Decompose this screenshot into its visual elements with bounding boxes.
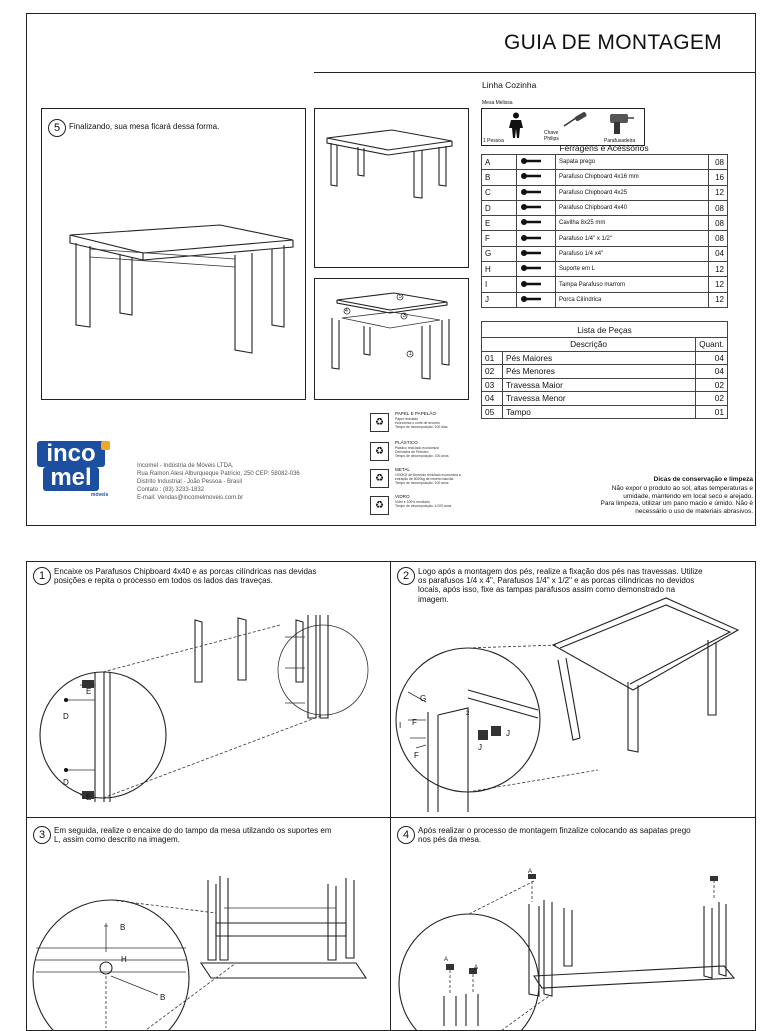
- hardware-part-icon: [517, 200, 556, 215]
- company-line: E-mail: Vendas@incomelmoveis.com.br: [137, 495, 244, 501]
- recycle-item: [370, 411, 480, 437]
- parts-row: [482, 405, 728, 419]
- product-line: Linha Cozinha: [482, 80, 537, 90]
- hardware-quantity: 16: [709, 170, 728, 185]
- hardware-description: Parafuso 1/4" x 1/2": [556, 231, 709, 246]
- hardware-part-icon: [517, 231, 556, 246]
- steps-horizontal-divider: [26, 817, 756, 818]
- hardware-quantity: 12: [709, 185, 728, 200]
- hardware-row: [482, 155, 728, 170]
- diagram-number-5: 5: [399, 294, 402, 300]
- company-line: Distrito Industrial - João Pessoa - Brasil: [137, 479, 243, 485]
- step3-drawing: [36, 868, 381, 1028]
- step5-number-circle: 5: [48, 119, 66, 137]
- steps-vertical-divider: [390, 561, 391, 1031]
- care-line: umidade, mantendo em local seco e arejado.: [623, 492, 753, 500]
- recycle-line: Plástico reciclado economiza: [395, 446, 439, 450]
- recycle-title: PLÁSTICO: [395, 440, 418, 445]
- parts-row: [482, 351, 728, 365]
- part-number: 05: [482, 405, 503, 419]
- step4-label-a-top: A: [528, 869, 533, 875]
- hardware-quantity: 08: [709, 216, 728, 231]
- step-instructions: [54, 567, 316, 585]
- step1-label-d-bottom: D: [63, 778, 69, 787]
- hardware-part-icon: [517, 277, 556, 292]
- step2-label-i: I: [399, 721, 402, 730]
- diagram-number-1: 1: [409, 351, 412, 357]
- step2-label-f2: F: [414, 751, 419, 760]
- step1-label-e-bottom: E: [86, 793, 92, 802]
- hardware-quantity: 08: [709, 200, 728, 215]
- step4-label-a-right: A: [474, 965, 479, 971]
- logo-accent: [101, 441, 110, 450]
- step-number-circle: 1: [33, 567, 51, 585]
- care-text: [560, 485, 753, 515]
- recycle-line: Tempo de decomposição: 100 anos: [395, 481, 449, 485]
- part-description: Pés Maiores: [503, 351, 696, 365]
- hardware-description: Parafuso Chipboard 4x40: [556, 200, 709, 215]
- logo-top-block: inco: [37, 441, 105, 467]
- recycle-item: [370, 494, 480, 520]
- recycle-line: 1000KG de Alumínio reciclado economiza a: [395, 473, 461, 477]
- hardware-part-icon: [517, 292, 556, 307]
- parts-row: [482, 392, 728, 406]
- step5-text: Finalizando, sua mesa ficará dessa forma.: [69, 122, 220, 131]
- tool-label-screwdriver: Chave Philips: [544, 130, 559, 142]
- part-number: 04: [482, 392, 503, 406]
- recycle-line: Derivados de Petróleo: [395, 450, 429, 454]
- hardware-description: Parafuso Chipboard 4x25: [556, 185, 709, 200]
- hardware-quantity: 12: [709, 262, 728, 277]
- hardware-letter: G: [482, 246, 517, 261]
- part-description: Tampo: [503, 405, 696, 419]
- hardware-row: [482, 200, 728, 215]
- title-divider: [314, 72, 756, 73]
- step-instructions: [54, 826, 332, 844]
- recycle-line: Tempo de decomposição: 100 dias: [395, 425, 448, 429]
- step-number-circle: 3: [33, 826, 51, 844]
- hardware-letter: J: [482, 292, 517, 307]
- step3-label-b-top: B: [120, 923, 126, 932]
- step-instruction-line: Após realizar o processo de montagem finzalize colocando as sapatas prego: [418, 826, 691, 835]
- parts-table: [481, 321, 728, 419]
- step-instruction-line: Logo após a montagem dos pés, realize a fixação dos pés nas travessas. Utilize: [418, 567, 703, 576]
- hardware-part-icon: [517, 262, 556, 277]
- hardware-part-icon: [517, 155, 556, 170]
- hardware-quantity: 12: [709, 277, 728, 292]
- hardware-part-icon: [517, 216, 556, 231]
- hardware-part-icon: [517, 246, 556, 261]
- hardware-description: Tampa Parafuso marrom: [556, 277, 709, 292]
- tool-label-drill: Parafusadeira: [604, 138, 636, 144]
- hardware-part-icon: [517, 185, 556, 200]
- parts-col-desc: Descrição: [482, 338, 696, 352]
- part-number: 01: [482, 351, 503, 365]
- logo-subtitle: móveis: [91, 492, 109, 498]
- part-quantity: 04: [696, 365, 728, 379]
- hardware-description: Suporte em L: [556, 262, 709, 277]
- step1-label-e-top: E: [86, 687, 92, 696]
- part-quantity: 02: [696, 392, 728, 406]
- hardware-row: [482, 262, 728, 277]
- hardware-description: Cavilha 8x25 mm: [556, 216, 709, 231]
- part-description: Travessa Maior: [503, 378, 696, 392]
- hardware-title: Ferragens e Acessórios: [559, 143, 649, 153]
- company-line: Contato : (83) 3233-1832: [137, 487, 205, 493]
- hardware-letter: D: [482, 200, 517, 215]
- care-line: Para limpeza, utilizar um pano macio e úmido. Não é: [600, 500, 753, 507]
- step-instruction-line: Em seguida, realize o encaixe do do tampo da mesa utilzando os suportes em: [54, 826, 332, 835]
- company-logo: [37, 441, 117, 497]
- step2-label-g: G: [420, 694, 427, 703]
- hardware-letter: I: [482, 277, 517, 292]
- step-instruction-line: L, assim como descrito na imagem.: [54, 835, 180, 845]
- recycle-line: Papel reciclado: [395, 417, 419, 421]
- hardware-quantity: 08: [709, 155, 728, 170]
- recycle-title: PAPEL E PAPELÃO: [395, 411, 437, 416]
- care-title: Dicas de conservação e limpeza: [653, 476, 753, 483]
- part-number: 02: [482, 365, 503, 379]
- hardware-quantity: 04: [709, 246, 728, 261]
- logo-bottom-block: mel: [43, 467, 99, 491]
- step3-label-h: H: [121, 955, 127, 964]
- part-number: 03: [482, 378, 503, 392]
- recycle-icon: ♻: [370, 496, 389, 515]
- hardware-row: [482, 292, 728, 307]
- step2-label-number-2: 2: [466, 711, 470, 717]
- recycle-icon: ♻: [370, 442, 389, 461]
- hardware-part-icon: [517, 170, 556, 185]
- part-quantity: 02: [696, 378, 728, 392]
- hardware-row: [482, 216, 728, 231]
- step5-table-drawing: [60, 215, 300, 365]
- recycle-icon: ♻: [370, 469, 389, 488]
- step2-drawing: [398, 590, 748, 812]
- step-number-circle: 4: [397, 826, 415, 844]
- company-line: Incomel - Indústria de Móveis LTDA.: [137, 463, 234, 469]
- hardware-quantity: 12: [709, 292, 728, 307]
- page-title: GUIA DE MONTAGEM: [504, 31, 722, 54]
- recycle-item: [370, 467, 480, 493]
- hardware-row: [482, 170, 728, 185]
- recycle-line: Tempo de decomposição: 4.000 anos: [395, 504, 452, 508]
- recycle-item: [370, 440, 480, 466]
- hardware-letter: A: [482, 155, 517, 170]
- hardware-row: [482, 185, 728, 200]
- hardware-description: Parafuso 1/4 x4": [556, 246, 709, 261]
- hardware-row: [482, 277, 728, 292]
- hardware-letter: B: [482, 170, 517, 185]
- preview-exploded-drawing: [322, 288, 462, 388]
- hardware-quantity: 08: [709, 231, 728, 246]
- step1-drawing: [40, 610, 385, 815]
- step-instructions: [418, 826, 691, 844]
- parts-title: Lista de Peças: [482, 322, 728, 338]
- step2-label-j1: J: [478, 743, 482, 752]
- step2-label-j2: J: [506, 729, 510, 738]
- care-line: Não expor o produto ao sol, altas temperaturas e: [611, 485, 753, 492]
- recycle-icon: ♻: [370, 413, 389, 432]
- step-number-circle: 2: [397, 567, 415, 585]
- recycle-title: VIDRO: [395, 494, 410, 499]
- hardware-row: [482, 231, 728, 246]
- tool-label-person: 1 Pessoa: [483, 138, 504, 144]
- product-name: Mesa Melissa: [482, 100, 513, 106]
- preview-assembled-drawing: [322, 125, 462, 205]
- step4-drawing: [404, 866, 749, 1026]
- recycle-line: Tempo de decomposição: 100 anos: [395, 454, 449, 458]
- diagram-number-3: 3: [403, 313, 406, 319]
- recycle-line: extração de 5000kg de minério bauxita: [395, 477, 454, 481]
- part-description: Pés Menores: [503, 365, 696, 379]
- step-instruction-line: os parafusos 1/4 x 4", Parafusos 1/4" x 1/2" e as porcas cilíndricas no devidos: [418, 576, 695, 586]
- step2-label-f1: F: [412, 718, 417, 727]
- hardware-letter: F: [482, 231, 517, 246]
- hardware-row: [482, 246, 728, 261]
- recycle-title: METAL: [395, 467, 410, 472]
- hardware-description: Porca Cilíndrica: [556, 292, 709, 307]
- step-instruction-line: Encaixe os Parafusos Chipboard 4x40 e as porcas cilíndricas nas devidas: [54, 567, 317, 576]
- parts-col-qty: Quant.: [696, 338, 728, 352]
- hardware-letter: E: [482, 216, 517, 231]
- part-quantity: 01: [696, 405, 728, 419]
- hardware-description: Parafuso Chipboard 4x16 mm: [556, 170, 709, 185]
- step1-label-d-top: D: [63, 712, 69, 721]
- step-instruction-line: nos pés da mesa.: [418, 835, 482, 845]
- company-info: [137, 462, 300, 502]
- parts-row: [482, 378, 728, 392]
- parts-row: [482, 365, 728, 379]
- step3-label-b-bottom: B: [160, 993, 166, 1002]
- company-line: Rua Ramon Alesi Alburqueque Patricio, 250 CEP: 58082-036: [137, 471, 300, 477]
- hardware-table: [481, 154, 728, 308]
- step-instruction-line: locais, após isso, fixe as tampas parafusos assim como demonstrado na: [418, 585, 676, 595]
- recycle-line: Vidro é 100% reciclado: [395, 500, 430, 504]
- step-instruction-line: posições e repita o processo em todos os lados das traveças.: [54, 576, 273, 586]
- hardware-description: Sapata prego: [556, 155, 709, 170]
- hardware-letter: H: [482, 262, 517, 277]
- part-quantity: 04: [696, 351, 728, 365]
- hardware-letter: C: [482, 185, 517, 200]
- care-line: necessário o uso de materiais abrasivos.: [635, 507, 753, 515]
- recycle-line: economiza o corte de árvores: [395, 421, 440, 425]
- diagram-number-4: 4: [345, 308, 348, 314]
- part-description: Travessa Menor: [503, 392, 696, 406]
- step4-label-a-left: A: [444, 957, 449, 963]
- step-instruction-line: imagem.: [418, 594, 449, 604]
